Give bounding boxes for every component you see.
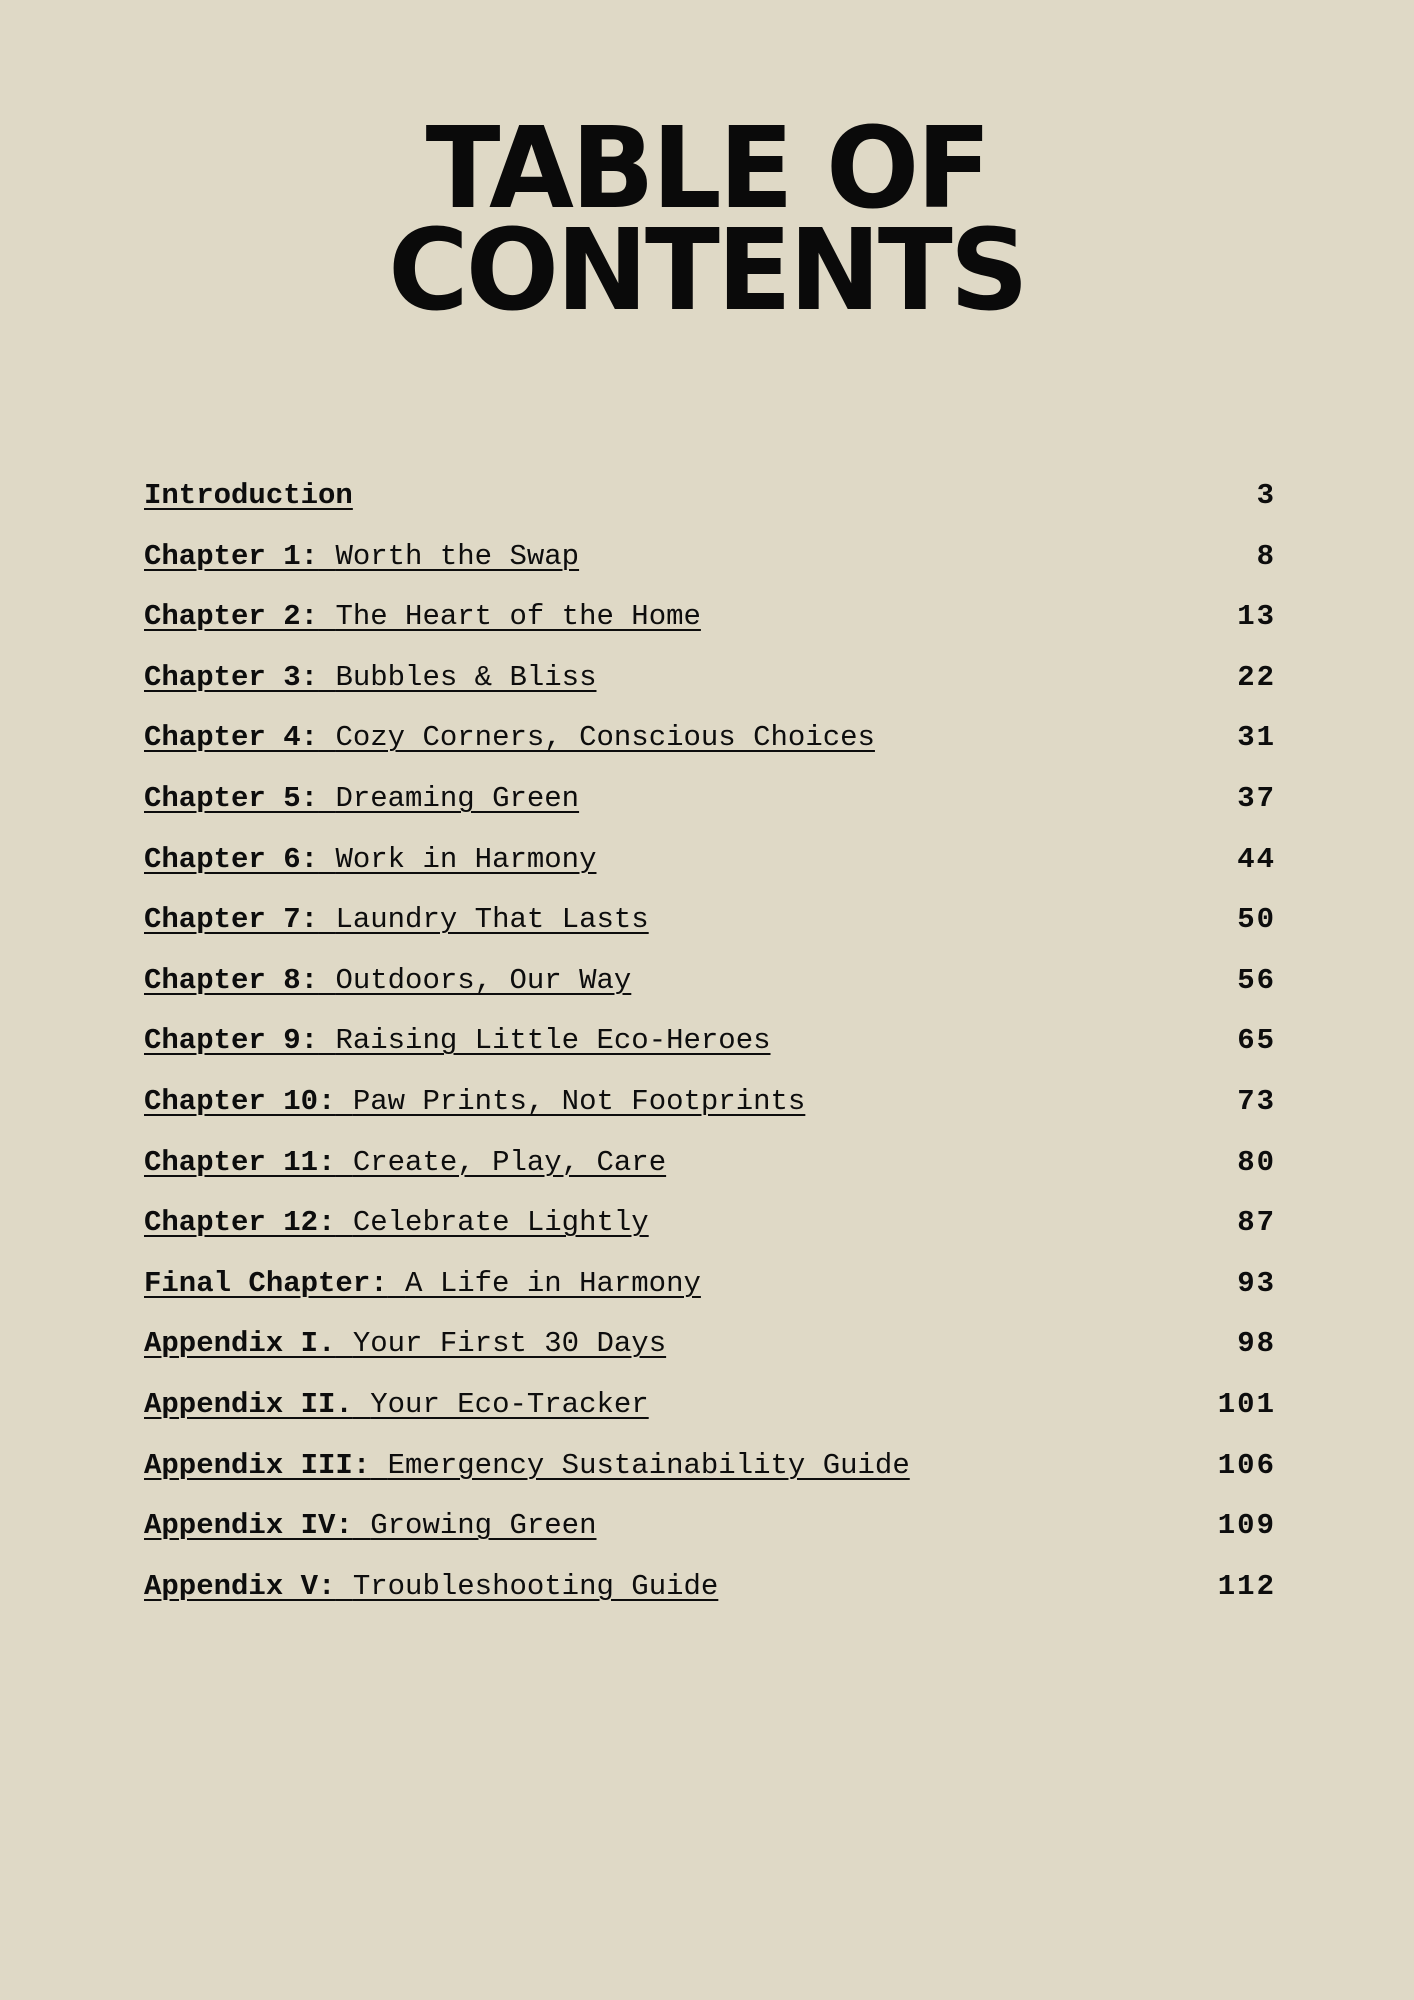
toc-link[interactable] xyxy=(144,1085,805,1118)
page-number: 73 xyxy=(1237,1084,1276,1118)
entry-label: Chapter 10: xyxy=(144,1084,336,1118)
entry-title: Raising Little Eco-Heroes xyxy=(335,1024,771,1058)
toc-entry-appendix-2 xyxy=(144,1381,1274,1442)
toc-entry-chapter-1 xyxy=(144,533,1274,594)
toc-link[interactable] xyxy=(144,1327,666,1360)
entry-label: Appendix IV: xyxy=(144,1509,353,1543)
entry-label: Appendix II. xyxy=(144,1387,353,1421)
entry-label: Final Chapter: xyxy=(144,1266,388,1300)
entry-title: Bubbles & Bliss xyxy=(335,660,597,694)
entry-label: Appendix III: xyxy=(144,1448,371,1482)
page-title xyxy=(14,104,1400,336)
page-number: 80 xyxy=(1237,1145,1276,1179)
toc-entry-chapter-4 xyxy=(144,714,1274,775)
toc-entry-chapter-6 xyxy=(144,836,1274,897)
page-number: 44 xyxy=(1237,842,1276,876)
toc-link[interactable] xyxy=(144,1206,649,1239)
toc-link[interactable] xyxy=(144,964,631,997)
page-number: 22 xyxy=(1237,660,1276,694)
entry-title: Cozy Corners, Conscious Choices xyxy=(335,721,875,755)
entry-title: Work in Harmony xyxy=(335,842,597,876)
toc-link[interactable] xyxy=(144,1570,718,1603)
toc-link[interactable] xyxy=(144,721,875,754)
entry-title: A Life in Harmony xyxy=(405,1266,701,1300)
toc-entry-chapter-5 xyxy=(144,775,1274,836)
entry-label: Chapter 2: xyxy=(144,600,319,634)
entry-title: Laundry That Lasts xyxy=(335,903,649,937)
toc-list xyxy=(144,472,1274,1623)
entry-label: Chapter 3: xyxy=(144,660,319,694)
page-number: 65 xyxy=(1237,1024,1276,1058)
page-number: 106 xyxy=(1217,1448,1276,1482)
page-number: 37 xyxy=(1237,781,1276,815)
page-number: 98 xyxy=(1237,1327,1276,1361)
toc-entry-chapter-11 xyxy=(144,1139,1274,1200)
page-number: 13 xyxy=(1237,600,1276,634)
entry-title: Your First 30 Days xyxy=(352,1327,667,1361)
toc-entry-appendix-1 xyxy=(144,1320,1274,1381)
toc-link[interactable] xyxy=(144,1146,666,1179)
entry-label: Chapter 8: xyxy=(144,963,319,997)
toc-link[interactable] xyxy=(144,1509,597,1542)
entry-label: Chapter 11: xyxy=(144,1145,336,1179)
entry-label: Introduction xyxy=(144,479,353,512)
entry-title: Worth the Swap xyxy=(335,539,580,573)
toc-entry-appendix-4 xyxy=(144,1502,1274,1563)
entry-label: Appendix V: xyxy=(144,1569,336,1603)
page-number: 8 xyxy=(1256,539,1276,573)
toc-entry-introduction xyxy=(144,472,1274,533)
entry-label: Appendix I. xyxy=(144,1327,336,1361)
toc-link[interactable] xyxy=(144,1449,910,1482)
entry-title: Outdoors, Our Way xyxy=(335,963,632,997)
page-number: 101 xyxy=(1217,1387,1276,1421)
page-number: 3 xyxy=(1256,479,1276,512)
entry-title: Dreaming Green xyxy=(335,781,580,815)
toc-entry-chapter-10 xyxy=(144,1078,1274,1139)
page-number: 56 xyxy=(1237,963,1276,997)
toc-entry-appendix-3 xyxy=(144,1442,1274,1503)
toc-entry-chapter-3 xyxy=(144,654,1274,715)
toc-link[interactable] xyxy=(144,600,701,633)
entry-title: The Heart of the Home xyxy=(335,600,701,634)
toc-link[interactable] xyxy=(144,540,579,573)
page-number: 109 xyxy=(1217,1509,1276,1543)
entry-title: Emergency Sustainability Guide xyxy=(387,1448,910,1482)
entry-title: Your Eco-Tracker xyxy=(370,1387,649,1421)
entry-label: Chapter 1: xyxy=(144,539,319,573)
entry-label: Chapter 5: xyxy=(144,781,319,815)
page-number: 93 xyxy=(1237,1266,1276,1300)
entry-label: Chapter 4: xyxy=(144,721,319,755)
toc-link[interactable] xyxy=(144,782,579,815)
entry-label: Chapter 7: xyxy=(144,903,319,937)
entry-label: Chapter 12: xyxy=(144,1206,336,1240)
title-line-2: CONTENTS xyxy=(388,206,1026,336)
toc-entry-chapter-12 xyxy=(144,1199,1274,1260)
toc-entry-chapter-8 xyxy=(144,957,1274,1018)
toc-link[interactable] xyxy=(144,843,596,876)
toc-link[interactable] xyxy=(144,479,353,512)
toc-link[interactable] xyxy=(144,1267,701,1300)
toc-entry-chapter-9 xyxy=(144,1017,1274,1078)
page-number: 112 xyxy=(1217,1569,1276,1603)
entry-title: Troubleshooting Guide xyxy=(352,1569,719,1603)
page-number: 31 xyxy=(1237,721,1276,755)
toc-entry-chapter-7 xyxy=(144,896,1274,957)
toc-entry-chapter-2 xyxy=(144,593,1274,654)
toc-link[interactable] xyxy=(144,661,596,694)
entry-title: Growing Green xyxy=(370,1509,597,1543)
entry-label: Chapter 9: xyxy=(144,1024,319,1058)
entry-title: Celebrate Lightly xyxy=(352,1206,649,1240)
page-number: 87 xyxy=(1237,1206,1276,1240)
entry-label: Chapter 6: xyxy=(144,842,319,876)
toc-entry-appendix-5 xyxy=(144,1563,1274,1624)
entry-title: Paw Prints, Not Footprints xyxy=(352,1084,806,1118)
toc-entry-final-chapter xyxy=(144,1260,1274,1321)
toc-link[interactable] xyxy=(144,1024,771,1057)
toc-link[interactable] xyxy=(144,903,649,936)
page-number: 50 xyxy=(1237,903,1276,937)
title-line-1: TABLE OF xyxy=(425,104,989,234)
toc-link[interactable] xyxy=(144,1388,649,1421)
entry-title: Create, Play, Care xyxy=(352,1145,667,1179)
